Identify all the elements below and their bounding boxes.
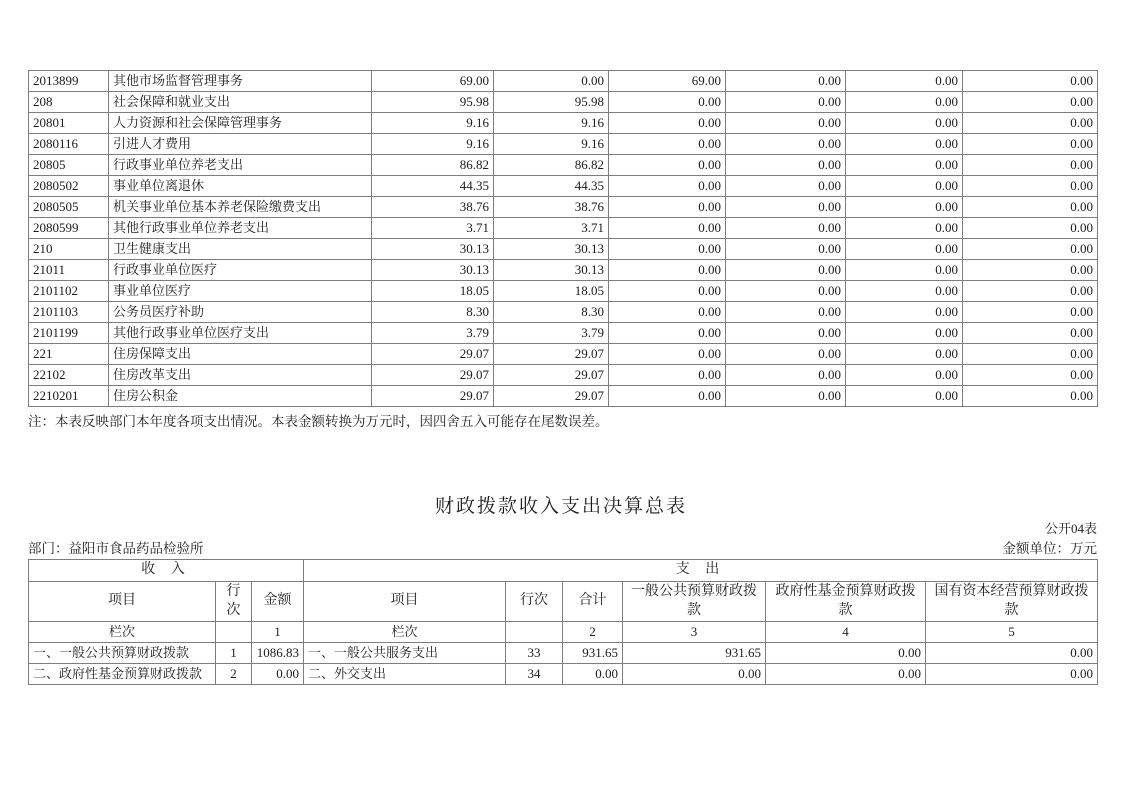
- amount-cell: 0.00: [609, 134, 726, 155]
- expense-line-cell: 34: [506, 664, 563, 685]
- income-amount-cell: 0.00: [252, 664, 304, 685]
- amount-cell: 0.00: [609, 323, 726, 344]
- subject-code-cell: 2080502: [29, 176, 109, 197]
- amount-cell: 38.76: [494, 197, 609, 218]
- expenditure-table: [28, 70, 1098, 407]
- column-index-2: 2: [563, 622, 623, 643]
- subject-name-cell: 事业单位医疗: [109, 281, 372, 302]
- expenditure-row: [29, 71, 1098, 92]
- amount-cell: 0.00: [609, 386, 726, 407]
- expenditure-row: [29, 365, 1098, 386]
- empty-cell: [506, 622, 563, 643]
- amount-cell: 0.00: [846, 197, 963, 218]
- amount-cell: 8.30: [494, 302, 609, 323]
- expense-total-header: 合计: [563, 582, 623, 622]
- gov-fund-cell: 0.00: [766, 643, 926, 664]
- amount-cell: 18.05: [372, 281, 494, 302]
- state-capital-cell: 0.00: [926, 643, 1098, 664]
- expenditure-row: [29, 239, 1098, 260]
- amount-cell: 0.00: [963, 155, 1098, 176]
- amount-cell: 3.71: [372, 218, 494, 239]
- expenditure-row: [29, 323, 1098, 344]
- amount-cell: 8.30: [372, 302, 494, 323]
- subject-code-cell: 22102: [29, 365, 109, 386]
- amount-cell: 0.00: [726, 71, 846, 92]
- subject-code-cell: 2101103: [29, 302, 109, 323]
- amount-cell: 0.00: [726, 113, 846, 134]
- expense-item-header: 项目: [304, 582, 506, 622]
- general-budget-cell: 931.65: [623, 643, 766, 664]
- amount-cell: 0.00: [963, 134, 1098, 155]
- subject-name-cell: 引进人才费用: [109, 134, 372, 155]
- subject-name-cell: 行政事业单位医疗: [109, 260, 372, 281]
- amount-cell: 30.13: [494, 239, 609, 260]
- subject-name-cell: 住房改革支出: [109, 365, 372, 386]
- amount-cell: 0.00: [963, 197, 1098, 218]
- amount-cell: 0.00: [846, 113, 963, 134]
- column-index-3: 3: [623, 622, 766, 643]
- amount-cell: 29.07: [494, 344, 609, 365]
- amount-cell: 30.13: [372, 260, 494, 281]
- income-line-cell: 1: [216, 643, 252, 664]
- expenditure-row: [29, 176, 1098, 197]
- expenditure-row: [29, 113, 1098, 134]
- subject-name-cell: 其他行政事业单位养老支出: [109, 218, 372, 239]
- income-column-label: 栏次: [29, 622, 216, 643]
- amount-cell: 0.00: [609, 344, 726, 365]
- subject-name-cell: 社会保障和就业支出: [109, 92, 372, 113]
- summary-table-title: 财政拨款收入支出决算总表: [434, 496, 687, 517]
- amount-cell: 29.07: [372, 386, 494, 407]
- income-amount-cell: 1086.83: [252, 643, 304, 664]
- subject-name-cell: 其他市场监督管理事务: [109, 71, 372, 92]
- subject-code-cell: 2101102: [29, 281, 109, 302]
- amount-cell: 44.35: [494, 176, 609, 197]
- expense-total-cell: 931.65: [563, 643, 623, 664]
- amount-cell: 0.00: [609, 113, 726, 134]
- subject-code-cell: 20801: [29, 113, 109, 134]
- amount-cell: 86.82: [494, 155, 609, 176]
- expenditure-row: [29, 386, 1098, 407]
- subject-code-cell: 2080116: [29, 134, 109, 155]
- amount-cell: 0.00: [726, 176, 846, 197]
- subject-name-cell: 行政事业单位养老支出: [109, 155, 372, 176]
- empty-cell: [216, 622, 252, 643]
- amount-cell: 0.00: [846, 302, 963, 323]
- amount-cell: 44.35: [372, 176, 494, 197]
- amount-cell: 95.98: [494, 92, 609, 113]
- gov-fund-cell: 0.00: [766, 664, 926, 685]
- amount-cell: 0.00: [846, 239, 963, 260]
- amount-cell: 9.16: [372, 134, 494, 155]
- amount-cell: 3.79: [494, 323, 609, 344]
- general-budget-cell: 0.00: [623, 664, 766, 685]
- amount-cell: 0.00: [963, 281, 1098, 302]
- amount-cell: 29.07: [372, 365, 494, 386]
- expense-line-header: 行次: [506, 582, 563, 622]
- general-budget-header: 一般公共预算财政拨款: [623, 582, 766, 622]
- income-amount-header: 金额: [252, 582, 304, 622]
- summary-table-body: [29, 643, 1098, 685]
- income-line-header: 行次: [216, 582, 252, 622]
- expense-total-cell: 0.00: [563, 664, 623, 685]
- amount-cell: 0.00: [609, 218, 726, 239]
- subject-name-cell: 住房保障支出: [109, 344, 372, 365]
- section-header-row: [29, 560, 1098, 582]
- subject-name-cell: 机关事业单位基本养老保险缴费支出: [109, 197, 372, 218]
- amount-cell: 0.00: [846, 176, 963, 197]
- expenditure-row: [29, 344, 1098, 365]
- state-capital-budget-header: 国有资本经营预算财政拨款: [926, 582, 1098, 622]
- column-index-5: 5: [926, 622, 1098, 643]
- amount-cell: 0.00: [846, 71, 963, 92]
- amount-cell: 0.00: [609, 176, 726, 197]
- amount-cell: 0.00: [726, 323, 846, 344]
- amount-cell: 18.05: [494, 281, 609, 302]
- amount-cell: 30.13: [494, 260, 609, 281]
- table-number: 公开04表: [1044, 521, 1097, 536]
- amount-cell: 3.79: [372, 323, 494, 344]
- amount-cell: 0.00: [846, 260, 963, 281]
- expense-section-header: 支 出: [304, 560, 1098, 582]
- amount-cell: 0.00: [726, 218, 846, 239]
- expense-line-cell: 33: [506, 643, 563, 664]
- amount-cell: 0.00: [846, 134, 963, 155]
- amount-cell: 0.00: [963, 386, 1098, 407]
- amount-cell: 0.00: [609, 155, 726, 176]
- subject-code-cell: 221: [29, 344, 109, 365]
- amount-cell: 0.00: [963, 92, 1098, 113]
- gov-fund-budget-header: 政府性基金预算财政拨款: [766, 582, 926, 622]
- amount-cell: 0.00: [846, 365, 963, 386]
- amount-cell: 0.00: [963, 365, 1098, 386]
- expenditure-table-body: [29, 71, 1098, 407]
- expenditure-row: [29, 218, 1098, 239]
- expenditure-row: [29, 92, 1098, 113]
- amount-cell: 0.00: [846, 155, 963, 176]
- subject-name-cell: 卫生健康支出: [109, 239, 372, 260]
- amount-cell: 0.00: [963, 239, 1098, 260]
- amount-cell: 69.00: [372, 71, 494, 92]
- expenditure-row: [29, 281, 1098, 302]
- income-item-cell: 二、政府性基金预算财政拨款: [29, 664, 216, 685]
- amount-cell: 0.00: [609, 365, 726, 386]
- amount-cell: 0.00: [963, 302, 1098, 323]
- amount-cell: 69.00: [609, 71, 726, 92]
- amount-cell: 0.00: [963, 344, 1098, 365]
- column-index-1: 1: [252, 622, 304, 643]
- amount-cell: 0.00: [846, 386, 963, 407]
- income-item-header: 项目: [29, 582, 216, 622]
- amount-cell: 0.00: [963, 71, 1098, 92]
- amount-cell: 0.00: [963, 176, 1098, 197]
- amount-cell: 0.00: [726, 155, 846, 176]
- expenditure-row: [29, 155, 1098, 176]
- income-line-cell: 2: [216, 664, 252, 685]
- column-index-row: [29, 622, 1098, 643]
- amount-cell: 0.00: [846, 323, 963, 344]
- summary-row: [29, 664, 1098, 685]
- amount-cell: 0.00: [963, 260, 1098, 281]
- amount-cell: 0.00: [726, 386, 846, 407]
- column-index-4: 4: [766, 622, 926, 643]
- amount-cell: 0.00: [726, 260, 846, 281]
- amount-cell: 86.82: [372, 155, 494, 176]
- income-item-cell: 一、一般公共预算财政拨款: [29, 643, 216, 664]
- amount-cell: 0.00: [726, 344, 846, 365]
- amount-cell: 9.16: [372, 113, 494, 134]
- expense-item-cell: 一、一般公共服务支出: [304, 643, 506, 664]
- subject-name-cell: 公务员医疗补助: [109, 302, 372, 323]
- amount-cell: 0.00: [846, 281, 963, 302]
- state-capital-cell: 0.00: [926, 664, 1098, 685]
- amount-cell: 0.00: [609, 239, 726, 260]
- amount-cell: 9.16: [494, 113, 609, 134]
- subject-code-cell: 210: [29, 239, 109, 260]
- expenditure-row: [29, 134, 1098, 155]
- amount-cell: 0.00: [609, 302, 726, 323]
- subject-code-cell: 2080599: [29, 218, 109, 239]
- amount-cell: 3.71: [494, 218, 609, 239]
- amount-cell: 0.00: [726, 92, 846, 113]
- amount-cell: 0.00: [609, 92, 726, 113]
- summary-table: [28, 559, 1098, 685]
- amount-cell: 0.00: [609, 281, 726, 302]
- amount-cell: 0.00: [726, 302, 846, 323]
- amount-cell: 0.00: [846, 344, 963, 365]
- subject-code-cell: 20805: [29, 155, 109, 176]
- amount-cell: 9.16: [494, 134, 609, 155]
- amount-cell: 0.00: [726, 239, 846, 260]
- amount-cell: 29.07: [372, 344, 494, 365]
- subject-code-cell: 208: [29, 92, 109, 113]
- amount-cell: 38.76: [372, 197, 494, 218]
- amount-cell: 0.00: [846, 92, 963, 113]
- amount-cell: 0.00: [726, 134, 846, 155]
- subject-name-cell: 人力资源和社会保障管理事务: [109, 113, 372, 134]
- amount-cell: 0.00: [963, 113, 1098, 134]
- expenditure-row: [29, 302, 1098, 323]
- amount-cell: 0.00: [963, 218, 1098, 239]
- amount-cell: 0.00: [726, 365, 846, 386]
- subject-code-cell: 2101199: [29, 323, 109, 344]
- expenditure-row: [29, 260, 1098, 281]
- subject-name-cell: 住房公积金: [109, 386, 372, 407]
- amount-cell: 0.00: [726, 281, 846, 302]
- subject-code-cell: 2013899: [29, 71, 109, 92]
- amount-cell: 29.07: [494, 386, 609, 407]
- expenditure-row: [29, 197, 1098, 218]
- expense-item-cell: 二、外交支出: [304, 664, 506, 685]
- amount-cell: 0.00: [609, 197, 726, 218]
- subject-code-cell: 2210201: [29, 386, 109, 407]
- subject-name-cell: 其他行政事业单位医疗支出: [109, 323, 372, 344]
- summary-row: [29, 643, 1098, 664]
- amount-cell: 0.00: [494, 71, 609, 92]
- amount-cell: 30.13: [372, 239, 494, 260]
- amount-cell: 95.98: [372, 92, 494, 113]
- amount-cell: 0.00: [963, 323, 1098, 344]
- department-label: 部门：益阳市食品药品检验所: [28, 541, 204, 556]
- amount-cell: 0.00: [726, 197, 846, 218]
- amount-cell: 0.00: [846, 218, 963, 239]
- expense-column-label: 栏次: [304, 622, 506, 643]
- table-note: 注：本表反映部门本年度各项支出情况。本表金额转换为万元时，因四舍五入可能存在尾数误差。: [28, 414, 609, 429]
- unit-label: 金额单位：万元: [1002, 541, 1097, 556]
- subject-name-cell: 事业单位离退休: [109, 176, 372, 197]
- amount-cell: 0.00: [609, 260, 726, 281]
- column-header-row: [29, 582, 1098, 622]
- subject-code-cell: 2080505: [29, 197, 109, 218]
- income-section-header: 收 入: [29, 560, 304, 582]
- amount-cell: 29.07: [494, 365, 609, 386]
- subject-code-cell: 21011: [29, 260, 109, 281]
